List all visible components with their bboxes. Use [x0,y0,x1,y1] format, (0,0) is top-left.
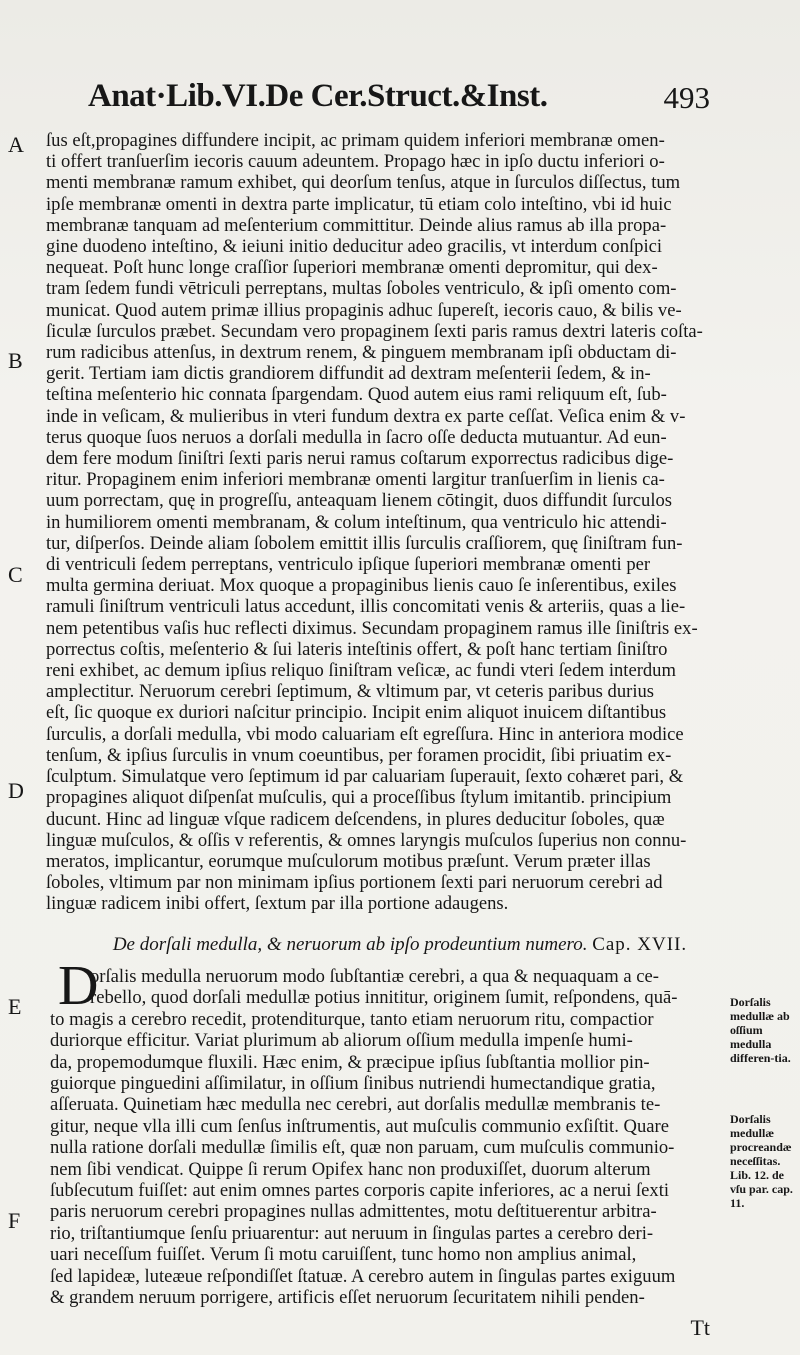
text-line: da, propemodumque fluxili. Hæc enim, & præcipue ipſius ſubſtantia mollior pin- [50,1051,650,1073]
margin-letter-b: B [8,348,23,373]
text-line: gerit. Tertiam iam dictis grandiorem diffundit ad dextram meſenterii ſedem, & in- [46,363,651,385]
text-line: aſſeruata. Quinetiam hæc medulla nec cerebri, aut dorſalis medullæ membranis te- [50,1094,661,1116]
text-line: duriorque efficitur. Variat plurimum ab aliorum oſſium medulla impenſe humi- [50,1030,633,1052]
text-line: orſalis medulla neruorum modo ſubſtantiæ cerebri, a qua & nequaquam a ce- [90,966,659,987]
side-note-2: Dorſalis medullæ procreandæ neceſſitas. Lib. 12. de vſu par. cap. 11. [730,1112,793,1210]
text-line: reni exhibet, ac demum ipſius reliquo ſiniſtram veſicæ, ac fundi vteri ſedem interdum [46,660,676,682]
text-line: ſubſecutum fuiſſet: aut enim omnes partes corporis capite inferiores, ac a nerui ſexti [50,1180,670,1202]
text-line: ramuli ſiniſtrum ventriculi latus accedunt, illis concomitati venis & arteriis, quas a lie- [46,596,686,618]
text-line: tram ſedem fundi vētriculi perreptans, multas ſoboles ventriculo, & ipſi omento com- [46,278,677,300]
text-line: tenſum, & ipſius ſurculis in vnum coeuntibus, per foramen procidit, ſibi priuatim ex- [46,744,672,766]
running-title: Anat·Lib.VI.De Cer.Struct.&Inst. [88,78,548,114]
text-line: gitur, neque vlla illi cum ſenſus inſtrumentis, aut muſculis communio exſiſtit. Quare [50,1115,669,1137]
paragraph-two [50,955,720,1309]
text-line: teſtina meſenterio hic connata ſpargendam. Quod autem eius rami reliquum eſt, ſub- [46,384,667,406]
text-line: terus quoque ſuos neruos a dorſali medulla in ſacro oſſe deducta mutuantur. Ad eun- [46,426,667,448]
paragraph-one [46,130,716,915]
text-line: ſculptum. Simulatque vero ſeptimum id par caluariam ſuperauit, ſexto cohæret pari, & [46,766,684,788]
chapter-heading [0,934,800,956]
text-line: multa germina deriuat. Mox quoque a propaginibus lienis cauo ſe inſerentibus, exiles [46,575,677,597]
text-line: gine duodeno inteſtino, & ieiuni initio deducitur adeo gracilis, vt interdum conſpici [46,236,663,258]
text-line: ti offert tranſuerſim iecoris cauum adeuntem. Propago hæc in ipſo ductu inferiori o- [46,151,665,173]
text-line: nequeat. Poſt hunc longe craſſior ſuperiori membranæ omenti depromitur, qui dex- [46,257,658,279]
text-line: guiorque pinguedini aſſimilatur, in oſſium ſinibus nutriendi humectandique gratia, [50,1073,656,1095]
text-line: ducunt. Hinc ad linguæ vſque radicem deſcendens, in plures deducitur ſoboles, quæ [46,808,665,830]
text-line: linguæ radicem inibi offert, ſextum par illa portione adaugens. [46,893,509,915]
text-line: to magis a cerebro recedit, protenditurque, tanto etiam neruorum ritu, compactior [50,1008,654,1030]
text-line: inde in veſicam, & mulieribus in vteri fundum dextra ex parte ceſſat. Veſica enim & v- [46,405,686,427]
drop-capital: D [58,955,99,1017]
text-line: nem petentibus vaſis huc reflecti diximus. Secundam propaginem ramus ille ſiniſtris ex- [46,617,698,639]
text-line: dem fere modum ſiniſtri ſexti paris nerui ramus coſtarum exporrectus radicibus dige- [46,448,674,470]
text-line: ſed lapideæ, luteæue reſpondiſſet ſtatuæ. A cerebro autem in ſingulas partes exiguum [50,1265,676,1287]
running-header [80,70,720,130]
text-line: ſoboles, vltimum par non minimam ipſius portionem ſexti pari neruorum cerebri ad [46,872,663,894]
text-line: nem ſibi vendicat. Quippe ſi rerum Opifex hanc non produxiſſet, duorum alterum [50,1158,651,1180]
catchword: Tt [690,1315,710,1340]
text-line: uum porrectam, quę in progreſſu, anteaquam lienem cōtingit, duos diffundit ſurculos [46,490,673,512]
text-line: membranæ tanquam ad meſenterium committitur. Deinde alius ramus ab illa propa- [46,214,667,236]
margin-letter-e: E [8,994,22,1019]
text-line: nulla ratione dorſali medullæ ſimilis eſt, quæ non paruam, cum muſculis communio- [50,1137,675,1159]
text-line: paris neruorum cerebri propagines nullas admittentes, motu deſtituerentur arbitra- [50,1201,657,1223]
text-line: ipſe membranæ omenti in dextra parte implicatur, tū etiam colo inteſtino, vbi id huic [46,193,672,215]
chapter-number: Cap. XVII. [592,934,688,955]
text-line: ſus eſt,propagines diffundere incipit, ac primam quidem inferiori membranæ omen- [46,130,665,151]
margin-letter-f: F [8,1208,21,1233]
text-line: linguæ muſculos, & oſſis v referentis, & omnes laryngis muſculos ſuperius non connu- [46,829,687,851]
text-line: porrectus coſtis, meſenterio & ſui lateris inteſtinis offert, & poſt hanc tertiam ſiniſtro [46,638,668,660]
text-line: ſiculæ ſurculos præbet. Secundam vero propaginem ſexti paris ramus dextri lateris coſta- [46,320,703,342]
text-line: ritur. Propaginem enim inferiori membranæ omenti largitur tranſuerſim in lienis ca- [46,469,665,491]
text-line: rio, triſtantiumque ſenſu priuarentur: aut neruum in ſingulas partes a cerebro deri- [50,1222,654,1244]
text-line: rebello, quod dorſali medullæ potius innititur, originem ſumit, reſpondens, quā- [90,987,678,1009]
text-line: rum radicibus attenſus, in dextrum renem, & pinguem membranam ipſi obductam di- [46,342,677,364]
text-line: di ventriculi ſedem perreptans, ventriculo ipſique ſuperiori membranæ omenti per [46,554,651,576]
text-line: tur, diſperſos. Deinde aliam ſobolem emittit illis ſurculis craſſiorem, quę ſiniſtram fun- [46,532,683,554]
side-note-1: Dorſalis medullæ ab oſſium medulla differen-tia. [730,995,791,1065]
text-line: menti membranæ ramum exhibet, qui deorſum tenſus, atque in ſurculos diſſectus, tum [46,172,681,194]
text-line: in humiliorem omenti membranam, & colum inteſtinum, qua ventriculo hic attendi- [46,511,667,533]
text-line: amplectitur. Neruorum cerebri ſeptimum, & vltimum par, vt ceteris paribus durius [46,681,655,703]
page-number: 493 [663,80,710,115]
text-line: propagines aliquot diſpenſat muſculis, qui a proceſſibus ſtylum imitantib. principium [46,787,672,809]
margin-letter-d: D [8,778,24,803]
text-line: ſurculis, a dorſali medulla, vbi modo caluariam eſt egreſſura. Hinc in anteriora modice [46,723,684,745]
text-line: municat. Quod autem primæ illius propaginis adhuc ſupereſt, iecoris cauo, & bilis ve- [46,299,682,321]
margin-letter-c: C [8,562,23,587]
text-line: meratos, implicantur, eorumque muſculorum motibus præſunt. Verum præter illas [46,850,651,872]
text-line: & grandem neruum porrigere, artificis eſſet neruorum ſecuritatem nihili penden- [50,1287,645,1309]
chapter-title: De dorſali medulla, & neruorum ab ipſo prodeuntium numero. [112,934,588,955]
text-line: uari neceſſum fuiſſet. Verum ſi motu caruiſſent, tunc homo non amplius animal, [50,1244,637,1266]
margin-letter-a: A [8,132,24,157]
text-line: eſt, ſic quoque ex duriori naſcitur principio. Incipit enim aliquot inuicem diſtantibus [46,702,667,724]
